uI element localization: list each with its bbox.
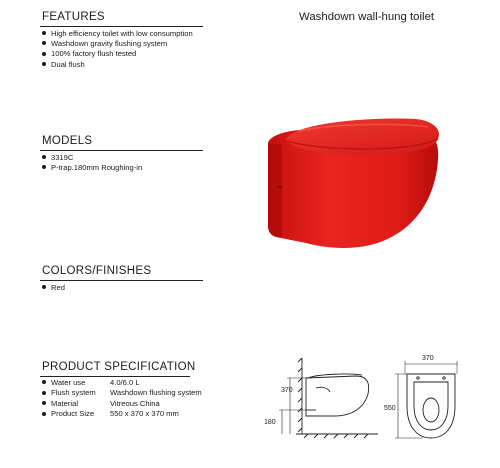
spec-row bbox=[42, 398, 202, 409]
side-view-drawing bbox=[279, 358, 378, 438]
bullet-icon bbox=[42, 52, 46, 56]
features-list bbox=[42, 28, 193, 69]
specification-list bbox=[42, 377, 202, 419]
spec-value: 4.0/6.0 L bbox=[110, 377, 140, 387]
list-item bbox=[42, 162, 142, 172]
top-width-label: 370 bbox=[422, 355, 434, 362]
features-divider bbox=[40, 26, 203, 27]
color-text: Red bbox=[51, 282, 65, 292]
product-image bbox=[258, 115, 443, 257]
bullet-icon bbox=[42, 412, 46, 416]
bullet-icon bbox=[42, 41, 46, 45]
list-item bbox=[42, 282, 65, 292]
bullet-icon bbox=[42, 391, 46, 395]
list-item bbox=[42, 28, 193, 38]
spec-key: Material bbox=[51, 398, 79, 408]
feature-text: 100% factory flush tested bbox=[51, 49, 137, 59]
spec-key: Flush system bbox=[51, 388, 96, 398]
spec-row bbox=[42, 409, 202, 420]
toilet-lid bbox=[286, 119, 439, 155]
models-divider bbox=[40, 150, 203, 151]
colors-title: COLORS/FINISHES bbox=[42, 265, 152, 277]
model-text: P-trap.180mm Roughing-in bbox=[51, 162, 143, 172]
spec-row bbox=[42, 377, 202, 388]
models-list bbox=[42, 152, 142, 173]
feature-text: Dual flush bbox=[51, 59, 85, 69]
bullet-icon bbox=[42, 401, 46, 405]
colors-list bbox=[42, 282, 65, 292]
spec-value: 550 x 370 x 370 mm bbox=[110, 409, 179, 419]
bullet-icon bbox=[42, 380, 46, 384]
spec-value: Washdown flushing system bbox=[110, 388, 202, 398]
feature-text: Washdown gravity flushing system bbox=[51, 38, 168, 48]
spec-key: Water use bbox=[51, 377, 86, 387]
technical-drawings bbox=[258, 348, 458, 448]
models-title: MODELS bbox=[42, 135, 93, 147]
page-title: Washdown wall-hung toilet bbox=[299, 11, 435, 23]
top-length-label: 550 bbox=[384, 405, 396, 412]
top-view-drawing bbox=[395, 361, 458, 438]
spec-value: Vitreous China bbox=[110, 398, 160, 408]
bullet-icon bbox=[42, 62, 46, 66]
bullet-icon bbox=[42, 155, 46, 159]
colors-divider bbox=[40, 280, 203, 281]
list-item bbox=[42, 49, 193, 59]
spec-row bbox=[42, 388, 202, 399]
bullet-icon bbox=[42, 31, 46, 35]
spec-key: Product Size bbox=[51, 409, 95, 419]
side-height-label: 370 bbox=[281, 387, 293, 394]
features-title: FEATURES bbox=[42, 11, 105, 23]
list-item bbox=[42, 152, 142, 162]
specification-title: PRODUCT SPECIFICATION bbox=[42, 361, 196, 373]
bullet-icon bbox=[42, 165, 46, 169]
feature-text: High efficiency toilet with low consumption bbox=[51, 28, 193, 38]
mounting-hole bbox=[278, 185, 281, 188]
list-item bbox=[42, 59, 193, 69]
model-text: 3319C bbox=[51, 152, 74, 162]
bullet-icon bbox=[42, 285, 46, 289]
list-item bbox=[42, 38, 193, 48]
side-outlet-label: 180 bbox=[264, 419, 276, 426]
